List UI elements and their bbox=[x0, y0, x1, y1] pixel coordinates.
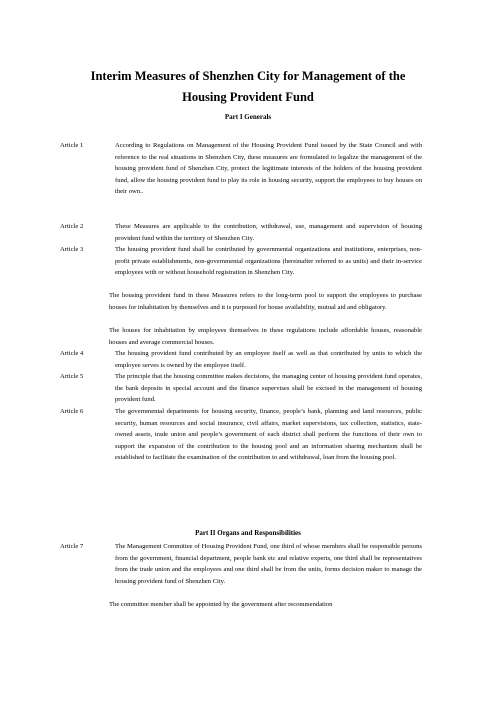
article-7-label: Article 7 bbox=[60, 543, 84, 550]
article-5-label: Article 5 bbox=[60, 373, 84, 380]
article-7-text: The Management Committee of Housing Provident Fund, one third of whose members shall be responsible persons from the government, financial department, people bank etc and relative experts, one third shall be representatives from the trade union and the employees and one third shall be from the units, forms decision maker to manage the housing provident fund of Shenzhen City. bbox=[115, 543, 422, 585]
article-6-text: The governmental departments for housing security, finance, people’s bank, planning and land resources, public security, human resources and social insurance, civil affairs, market supervisions, tax collection, statistics, state-owned assets, trade union and people’s government of each district shall perform the functions of their own to support the expansion of the contribution to the housing pool and an information sharing mechanism shall be established to facilitate the examination of the contribution to and withdrawal, loan from the housing pool. bbox=[115, 408, 422, 462]
article-7-paragraph: The committee member shall be appointed by the government after recommendation bbox=[109, 601, 333, 608]
part-heading-organs: Part II Organs and Responsibilities bbox=[195, 529, 301, 537]
document-title-line-2: Housing Provident Fund bbox=[182, 90, 314, 104]
article-2-text: These Measures are applicable to the contribution, withdrawal, use, management and supervision of housing provident fund within the territory of Shenzhen City. bbox=[115, 223, 422, 242]
article-5-text: The principle that the housing committee makes decisions, the managing center of housing provident fund operates, the bank deposits in special account and the finance supervises shall be excised in the management of housing provident fund. bbox=[115, 373, 422, 404]
article-3-paragraph: The houses for inhabitation by employees themselves in these regulations include affordable houses, reasonable houses and average commercial houses. bbox=[109, 327, 422, 346]
article-1-text: According to Regulations on Management of the Housing Provident Fund issued by the State Council and with reference to the real situations in Shenzhen City, these measures are formulated to legalize the management of the housing provident fund of Shenzhen City, protect the legitimate interests of the holders of the housing provident fund, allow the housing provident fund to play its role in housing security, support the employees to buy houses on their own.. bbox=[115, 142, 422, 196]
document-title-line-1: Interim Measures of Shenzhen City for Management of the bbox=[90, 69, 406, 83]
article-2-label: Article 2 bbox=[60, 223, 84, 230]
part-heading-generals: Part I Generals bbox=[224, 113, 272, 121]
article-3-text: The housing provident fund shall be contributed by governmental organizations and institutions, enterprises, non-profit private establishments, non-governmental organizations (hereinafter referred to as units) and their in-service employees with or without household registration in Shenzhen City. bbox=[115, 246, 422, 277]
article-4-text: The housing provident fund contributed by an employee itself as well as that contributed by units to which the employee serves is owned by the employee itself. bbox=[115, 350, 422, 369]
article-3-label: Article 3 bbox=[60, 246, 84, 253]
article-6-label: Article 6 bbox=[60, 408, 84, 415]
article-3-paragraph: The housing provident fund in these Measures refers to the long-term pool to support the employees to purchase houses for inhabitation by themselves and it is purposed for house availability, mutual aid and obligatory. bbox=[109, 292, 422, 311]
article-4-label: Article 4 bbox=[60, 350, 84, 357]
article-1-label: Article 1 bbox=[60, 142, 84, 149]
